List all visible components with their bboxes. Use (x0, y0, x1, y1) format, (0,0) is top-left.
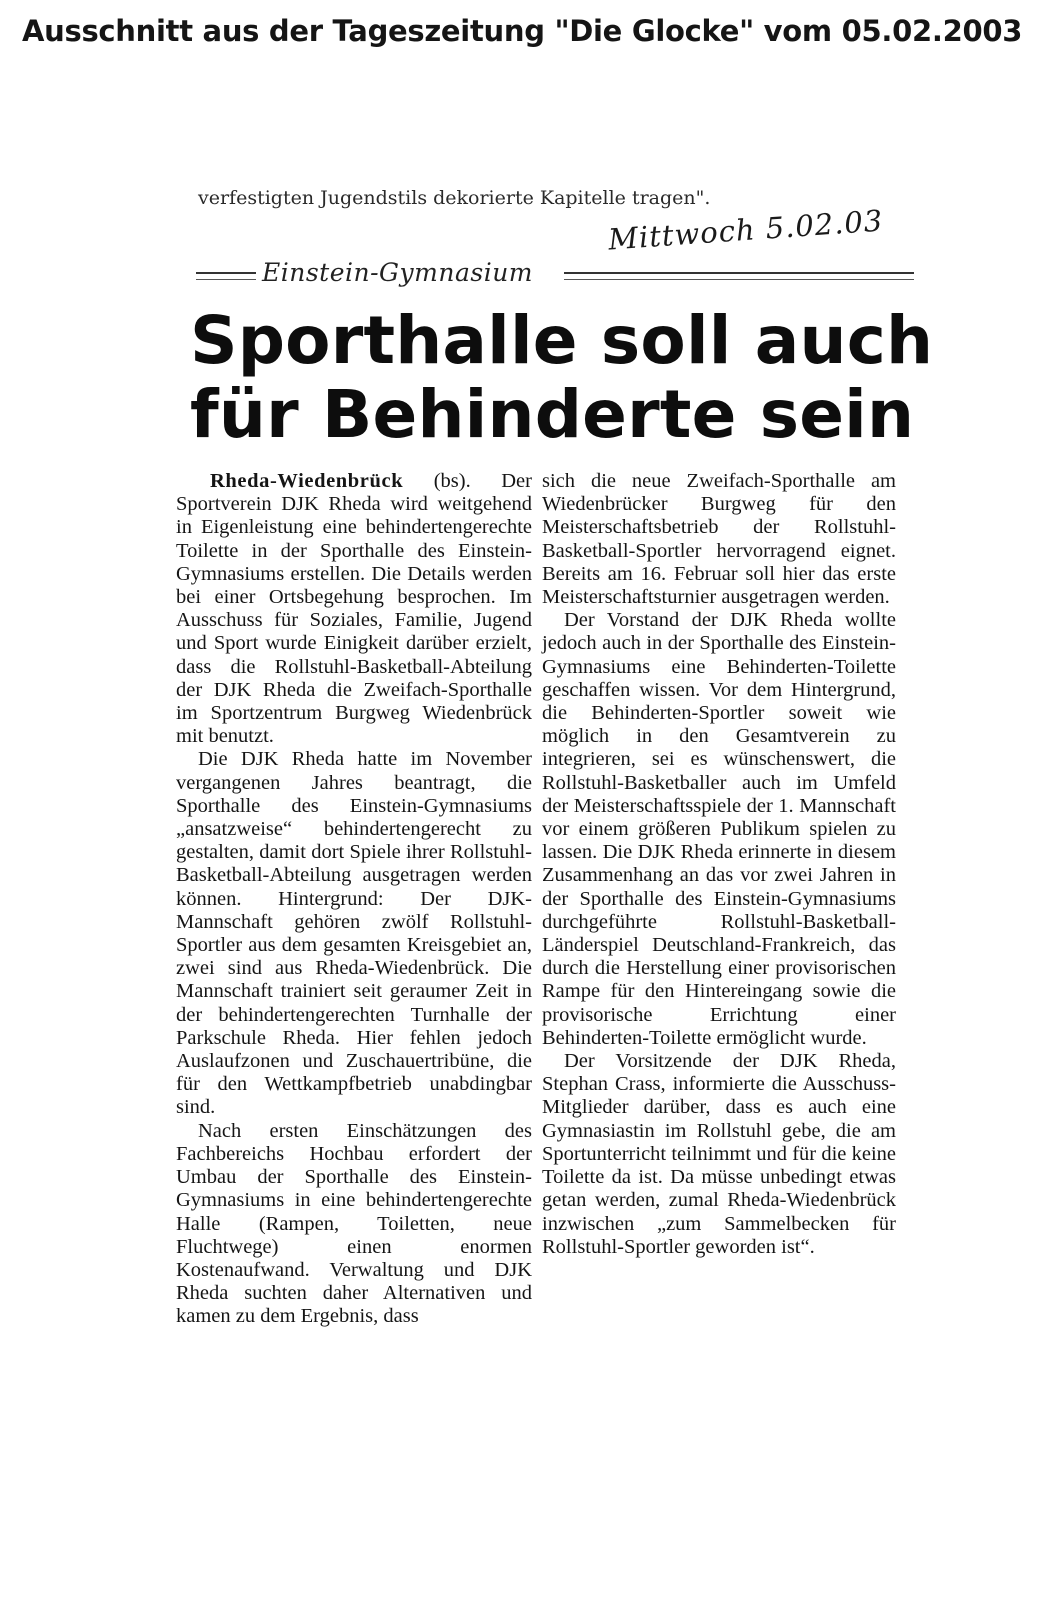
paragraph: Der Vorstand der DJK Rheda wollte jedoch auch in der Sporthalle des Einstein-Gymnasiums eine Behinderten-Toilette geschaffen wissen. Vor dem Hintergrund, die Behinderten-Sportler soweit wie möglich in den Gesamtverein zu integrieren, sei es wünschenswert, die Rollstuhl-Basketballer auch im Umfeld der Meisterschaftsspiele der 1. Mannschaft vor einem größeren Publikum spielen zu lassen. Die DJK Rheda erinnerte in diesem Zusammenhang an das vor zwei Jahren in der Sporthalle des Einstein-Gymnasiums durchgeführte Rollstuhl-Basketball-Länderspiel Deutschland-Frankreich, das durch die Herstellung einer provisorischen Rampe für den Hintereingang sowie die provisorische Errichtung einer Behinderten-Toilette ermöglicht wurde. (542, 609, 896, 1049)
paragraph: Die DJK Rheda hatte im November vergangenen Jahres beantragt, die Sporthalle des Einstein-Gymnasiums „ansatzweise“ behindertengerecht zu gestalten, damit dort Spiele ihrer Rollstuhl-Basketball-Abteilung ausgetragen werden können. Hintergrund: Der DJK-Mannschaft gehören zwölf Rollstuhl-Sportler aus dem gesamten Kreisgebiet an, zwei sind aus Rheda-Wiedenbrück. Die Mannschaft trainiert seit geraumer Zeit in der behindertengerechten Turnhalle der Parkschule Rheda. Hier fehlen jedoch Auslaufzonen und Zuschauertribüne, die für den Wettkampfbetrieb unabdingbar sind. (176, 748, 532, 1119)
article-column-left (176, 470, 532, 1329)
headline-line-1: Sporthalle soll auch (190, 302, 934, 379)
dateline: Rheda-Wiedenbrück (210, 470, 404, 492)
article-kicker: Einstein-Gymnasium (262, 258, 533, 287)
paragraph: sich die neue Zweifach-Sporthalle am Wiedenbrücker Burgweg für den Meisterschaftsbetrieb der Rollstuhl-Basketball-Sportler hervorragend eignet. Bereits am 16. Februar soll hier das erste Meisterschaftsturnier ausgetragen werden. (542, 470, 896, 609)
handwritten-date-note: Mittwoch 5.02.03 (607, 203, 885, 257)
paragraph-text: (bs). Der Sportverein DJK Rheda wird weitgehend in Eigenleistung eine behindertengerechte Toilette in der Sporthalle des Einstein-Gymnasiums erstellen. Die Details werden bei einer Ortsbegehung besprochen. Im Ausschuss für Soziales, Familie, Jugend und Sport wurde Einigkeit darüber erzielt, dass die Rollstuhl-Basketball-Abteilung der DJK Rheda die Zweifach-Sporthalle im Sportzentrum Burgweg Wiedenbrück mit benutzt. (176, 470, 532, 748)
paragraph: Nach ersten Einschätzungen des Fachbereichs Hochbau erfordert der Umbau der Sporthalle des Einstein-Gymnasiums in eine behindertengerechte Halle (Rampen, Toiletten, neue Fluchtwege) einen enormen Kostenaufwand. Verwaltung und DJK Rheda suchten daher Alternativen und kamen zu dem Ergebnis, dass (176, 1119, 532, 1328)
kicker-row (196, 258, 936, 294)
document-caption: Ausschnitt aus der Tageszeitung "Die Glocke" vom 05.02.2003 (22, 14, 1023, 48)
article-headline (190, 302, 934, 453)
paragraph (176, 470, 532, 748)
kicker-rule-left (196, 272, 256, 280)
headline-line-2: für Behinderte sein (190, 376, 915, 453)
previous-article-tail: verfestigten Jugendstils dekorierte Kapitelle tragen". (198, 187, 711, 209)
kicker-rule-right (564, 272, 914, 280)
article-column-right (542, 470, 896, 1259)
paragraph: Der Vorsitzende der DJK Rheda, Stephan Crass, informierte die Ausschuss-Mitglieder darüber, dass es auch eine Gymnasiastin im Rollstuhl gebe, die am Sportunterricht teilnimmt und für die keine Toilette da ist. Da müsse unbedingt etwas getan werden, zumal Rheda-Wiedenbrück inzwischen „zum Sammelbecken für Rollstuhl-Sportler geworden ist“. (542, 1050, 896, 1258)
